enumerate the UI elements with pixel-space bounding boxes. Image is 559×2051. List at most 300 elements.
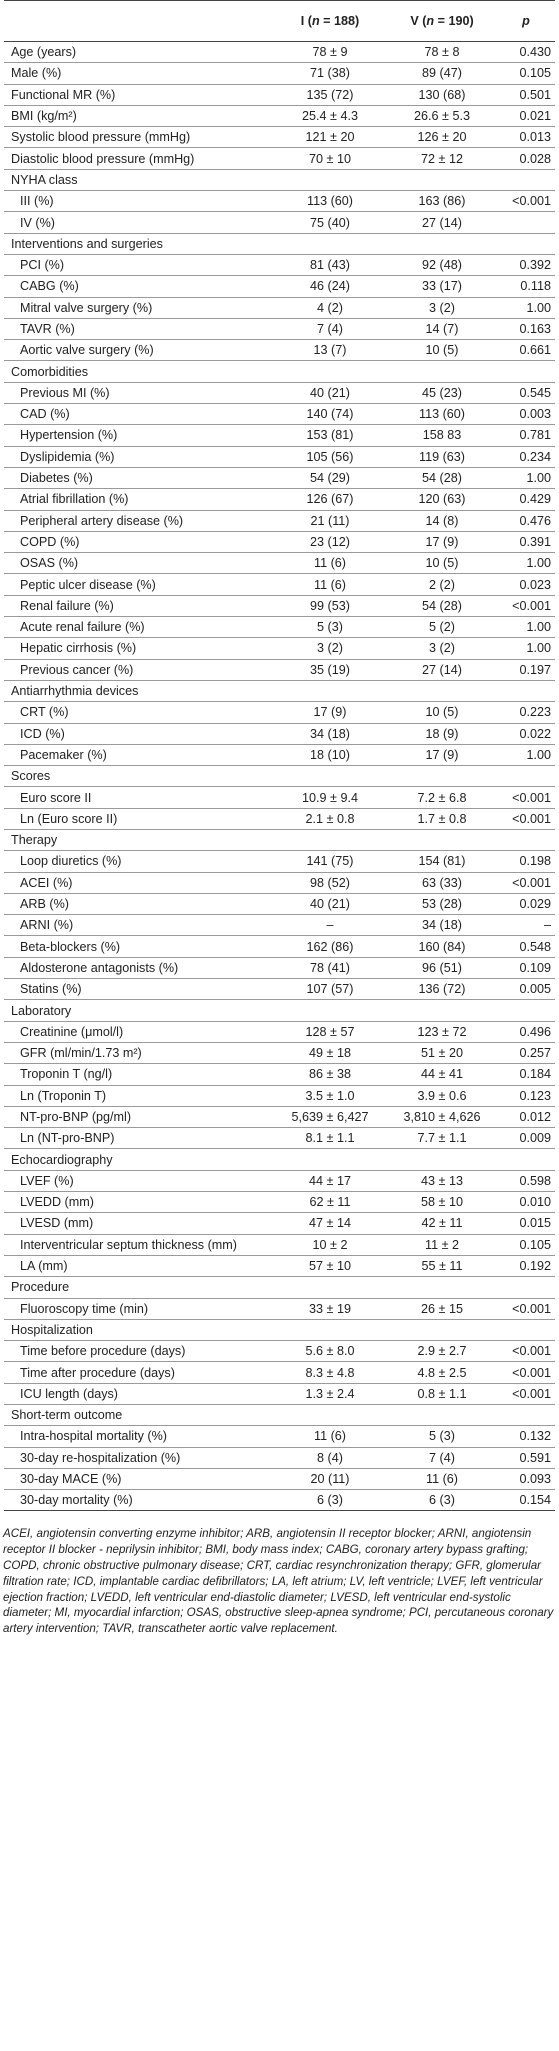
row-label: 30-day mortality (%) <box>4 1490 273 1511</box>
row-label: Acute renal failure (%) <box>4 617 273 638</box>
p-value <box>497 1405 555 1426</box>
group-1-value: 162 (86) <box>273 936 387 957</box>
group-2-value: 6 (3) <box>387 1490 497 1511</box>
group-1-value: 128 ± 57 <box>273 1021 387 1042</box>
row-label: Age (years) <box>4 42 273 63</box>
table-row <box>4 659 555 680</box>
group-1-value: 8 (4) <box>273 1447 387 1468</box>
group-2-value <box>387 1405 497 1426</box>
group-2-value <box>387 1277 497 1298</box>
group-2-value: 58 ± 10 <box>387 1192 497 1213</box>
group-1-value: 107 (57) <box>273 979 387 1000</box>
p-value: 0.093 <box>497 1468 555 1489</box>
table-row <box>4 489 555 510</box>
row-label: Short-term outcome <box>4 1405 273 1426</box>
group-1-value <box>273 1405 387 1426</box>
group-1-value: 98 (52) <box>273 872 387 893</box>
p-value: 0.105 <box>497 1234 555 1255</box>
p-value: 0.234 <box>497 446 555 467</box>
row-label: Systolic blood pressure (mmHg) <box>4 127 273 148</box>
group-1-value: 62 ± 11 <box>273 1192 387 1213</box>
p-value: 0.501 <box>497 84 555 105</box>
group-1-value: 11 (6) <box>273 553 387 574</box>
group-2-value: 10 (5) <box>387 340 497 361</box>
row-label: BMI (kg/m²) <box>4 105 273 126</box>
p-value: 0.154 <box>497 1490 555 1511</box>
group-2-value: 10 (5) <box>387 702 497 723</box>
group-1-value: 105 (56) <box>273 446 387 467</box>
table-row <box>4 297 555 318</box>
table-row <box>4 425 555 446</box>
table-row <box>4 1362 555 1383</box>
group-2-value <box>387 829 497 850</box>
row-label: Creatinine (μmol/l) <box>4 1021 273 1042</box>
table-row <box>4 723 555 744</box>
table-row <box>4 1383 555 1404</box>
group-2-value: 92 (48) <box>387 254 497 275</box>
group-1-value: 7 (4) <box>273 318 387 339</box>
row-label: Peptic ulcer disease (%) <box>4 574 273 595</box>
group-2-value: 2 (2) <box>387 574 497 595</box>
row-label: LVEDD (mm) <box>4 1192 273 1213</box>
table-row <box>4 553 555 574</box>
table-row <box>4 42 555 63</box>
row-label: Functional MR (%) <box>4 84 273 105</box>
group-2-value <box>387 361 497 382</box>
p-value: 0.223 <box>497 702 555 723</box>
group-2-value <box>387 169 497 190</box>
group-1-value <box>273 169 387 190</box>
group-1-value: 71 (38) <box>273 63 387 84</box>
row-label: Euro score II <box>4 787 273 808</box>
row-label: Therapy <box>4 829 273 850</box>
group-2-value: 130 (68) <box>387 84 497 105</box>
group-1-value: 5 (3) <box>273 617 387 638</box>
row-label: Fluoroscopy time (min) <box>4 1298 273 1319</box>
row-label: ARB (%) <box>4 893 273 914</box>
group-1-value: 2.1 ± 0.8 <box>273 808 387 829</box>
p-value: <0.001 <box>497 1383 555 1404</box>
group-1-value: 11 (6) <box>273 574 387 595</box>
group-2-value: 14 (7) <box>387 318 497 339</box>
group-1-value: 18 (10) <box>273 744 387 765</box>
group-1-value: 33 ± 19 <box>273 1298 387 1319</box>
group-1-value: 13 (7) <box>273 340 387 361</box>
row-label: Ln (Euro score II) <box>4 808 273 829</box>
group-2-value: 3.9 ± 0.6 <box>387 1085 497 1106</box>
row-label: Peripheral artery disease (%) <box>4 510 273 531</box>
table-row <box>4 1213 555 1234</box>
group-1-value <box>273 1319 387 1340</box>
group-2-value: 11 ± 2 <box>387 1234 497 1255</box>
table-body <box>4 42 555 1511</box>
row-label: Time before procedure (days) <box>4 1341 273 1362</box>
group-2-value: 1.7 ± 0.8 <box>387 808 497 829</box>
group-2-value: 7.2 ± 6.8 <box>387 787 497 808</box>
row-label: Dyslipidemia (%) <box>4 446 273 467</box>
p-value: <0.001 <box>497 595 555 616</box>
p-value: 0.548 <box>497 936 555 957</box>
row-label: Previous MI (%) <box>4 382 273 403</box>
group-1-value: 4 (2) <box>273 297 387 318</box>
row-label: LA (mm) <box>4 1255 273 1276</box>
row-label: Beta-blockers (%) <box>4 936 273 957</box>
table-row <box>4 446 555 467</box>
row-label: III (%) <box>4 191 273 212</box>
p-value: <0.001 <box>497 1298 555 1319</box>
row-label: LVESD (mm) <box>4 1213 273 1234</box>
group-2-value: 17 (9) <box>387 744 497 765</box>
p-value: 0.013 <box>497 127 555 148</box>
row-label: Aortic valve surgery (%) <box>4 340 273 361</box>
table-row <box>4 361 555 382</box>
p-value: 0.105 <box>497 63 555 84</box>
row-label: ICU length (days) <box>4 1383 273 1404</box>
table-row <box>4 404 555 425</box>
group-2-value <box>387 233 497 254</box>
table-row <box>4 63 555 84</box>
group-2-value: 27 (14) <box>387 659 497 680</box>
p-value: <0.001 <box>497 872 555 893</box>
p-value: 0.118 <box>497 276 555 297</box>
p-value <box>497 1149 555 1170</box>
group-2-value: 2.9 ± 2.7 <box>387 1341 497 1362</box>
group-1-value: 10 ± 2 <box>273 1234 387 1255</box>
p-value: 0.591 <box>497 1447 555 1468</box>
row-label: 30-day MACE (%) <box>4 1468 273 1489</box>
table-row <box>4 1405 555 1426</box>
row-label: NYHA class <box>4 169 273 190</box>
header-p-value: p <box>497 1 555 42</box>
row-label: Statins (%) <box>4 979 273 1000</box>
table-row <box>4 766 555 787</box>
group-2-value: 0.8 ± 1.1 <box>387 1383 497 1404</box>
group-1-value <box>273 361 387 382</box>
group-2-value: 4.8 ± 2.5 <box>387 1362 497 1383</box>
row-label: Ln (Troponin T) <box>4 1085 273 1106</box>
group-1-value: 78 ± 9 <box>273 42 387 63</box>
p-value: 0.598 <box>497 1170 555 1191</box>
group-2-value: 44 ± 41 <box>387 1064 497 1085</box>
group-1-value: 5.6 ± 8.0 <box>273 1341 387 1362</box>
p-value <box>497 212 555 233</box>
p-value: 0.476 <box>497 510 555 531</box>
group-2-value: 14 (8) <box>387 510 497 531</box>
table-row <box>4 1170 555 1191</box>
row-label: ICD (%) <box>4 723 273 744</box>
table-row <box>4 957 555 978</box>
row-label: Laboratory <box>4 1000 273 1021</box>
row-label: LVEF (%) <box>4 1170 273 1191</box>
group-2-value: 7 (4) <box>387 1447 497 1468</box>
row-label: Scores <box>4 766 273 787</box>
p-value: 1.00 <box>497 467 555 488</box>
group-2-value: 89 (47) <box>387 63 497 84</box>
table-row <box>4 1021 555 1042</box>
row-label: Echocardiography <box>4 1149 273 1170</box>
row-label: GFR (ml/min/1.73 m²) <box>4 1042 273 1063</box>
row-label: Hypertension (%) <box>4 425 273 446</box>
table-row <box>4 191 555 212</box>
header-group-2: V (n = 190) <box>387 1 497 42</box>
group-2-value: 33 (17) <box>387 276 497 297</box>
row-label: OSAS (%) <box>4 553 273 574</box>
group-1-value: 47 ± 14 <box>273 1213 387 1234</box>
table-row <box>4 680 555 701</box>
group-2-value: 160 (84) <box>387 936 497 957</box>
p-value: 0.009 <box>497 1128 555 1149</box>
table-row <box>4 787 555 808</box>
group-2-value: 53 (28) <box>387 893 497 914</box>
p-value <box>497 766 555 787</box>
group-1-value: 5,639 ± 6,427 <box>273 1106 387 1127</box>
p-value: 1.00 <box>497 617 555 638</box>
group-2-value: 158 83 <box>387 425 497 446</box>
row-label: Procedure <box>4 1277 273 1298</box>
table-row <box>4 1426 555 1447</box>
p-value: 0.023 <box>497 574 555 595</box>
table-row <box>4 382 555 403</box>
p-value: 0.781 <box>497 425 555 446</box>
table-row <box>4 1447 555 1468</box>
row-label: Intra-hospital mortality (%) <box>4 1426 273 1447</box>
group-1-value: 6 (3) <box>273 1490 387 1511</box>
group-1-value: 3.5 ± 1.0 <box>273 1085 387 1106</box>
table-row <box>4 105 555 126</box>
group-2-value <box>387 1149 497 1170</box>
row-label: IV (%) <box>4 212 273 233</box>
p-value: 0.012 <box>497 1106 555 1127</box>
table-row <box>4 1042 555 1063</box>
table-row <box>4 254 555 275</box>
row-label: CRT (%) <box>4 702 273 723</box>
group-1-value: 113 (60) <box>273 191 387 212</box>
p-value: 0.021 <box>497 105 555 126</box>
group-2-value: 55 ± 11 <box>387 1255 497 1276</box>
table-row <box>4 531 555 552</box>
group-2-value: 5 (2) <box>387 617 497 638</box>
table-row <box>4 510 555 531</box>
row-label: Loop diuretics (%) <box>4 851 273 872</box>
row-label: ACEI (%) <box>4 872 273 893</box>
group-2-value: 10 (5) <box>387 553 497 574</box>
p-value: 0.429 <box>497 489 555 510</box>
group-1-value <box>273 1000 387 1021</box>
row-label: TAVR (%) <box>4 318 273 339</box>
group-2-value: 54 (28) <box>387 467 497 488</box>
p-value: 0.005 <box>497 979 555 1000</box>
group-1-value: 44 ± 17 <box>273 1170 387 1191</box>
group-1-value: 10.9 ± 9.4 <box>273 787 387 808</box>
table-row <box>4 638 555 659</box>
table-row <box>4 595 555 616</box>
table-row <box>4 1298 555 1319</box>
group-1-value: 153 (81) <box>273 425 387 446</box>
table-row <box>4 808 555 829</box>
group-1-value: 20 (11) <box>273 1468 387 1489</box>
table-row <box>4 915 555 936</box>
row-label: NT-pro-BNP (pg/ml) <box>4 1106 273 1127</box>
p-value: 0.109 <box>497 957 555 978</box>
p-value: 0.003 <box>497 404 555 425</box>
group-1-value: – <box>273 915 387 936</box>
group-2-value: 51 ± 20 <box>387 1042 497 1063</box>
row-label: Pacemaker (%) <box>4 744 273 765</box>
table-row <box>4 574 555 595</box>
p-value: 1.00 <box>497 638 555 659</box>
group-1-value: 23 (12) <box>273 531 387 552</box>
group-1-value: 141 (75) <box>273 851 387 872</box>
p-value: 0.198 <box>497 851 555 872</box>
group-1-value: 70 ± 10 <box>273 148 387 169</box>
table-row <box>4 1149 555 1170</box>
group-2-value: 42 ± 11 <box>387 1213 497 1234</box>
header-variable <box>4 1 273 42</box>
group-1-value <box>273 233 387 254</box>
row-label: Diastolic blood pressure (mmHg) <box>4 148 273 169</box>
p-value: 0.391 <box>497 531 555 552</box>
group-2-value: 63 (33) <box>387 872 497 893</box>
row-label: CABG (%) <box>4 276 273 297</box>
row-label: Comorbidities <box>4 361 273 382</box>
group-1-value: 25.4 ± 4.3 <box>273 105 387 126</box>
group-1-value: 8.1 ± 1.1 <box>273 1128 387 1149</box>
group-1-value: 11 (6) <box>273 1426 387 1447</box>
p-value: 0.496 <box>497 1021 555 1042</box>
row-label: CAD (%) <box>4 404 273 425</box>
row-label: Atrial fibrillation (%) <box>4 489 273 510</box>
table-row <box>4 1064 555 1085</box>
p-value: <0.001 <box>497 808 555 829</box>
table-row <box>4 127 555 148</box>
group-1-value: 17 (9) <box>273 702 387 723</box>
group-1-value: 121 ± 20 <box>273 127 387 148</box>
group-2-value: 96 (51) <box>387 957 497 978</box>
group-1-value: 54 (29) <box>273 467 387 488</box>
p-value <box>497 680 555 701</box>
group-1-value: 8.3 ± 4.8 <box>273 1362 387 1383</box>
group-1-value <box>273 1277 387 1298</box>
group-1-value: 140 (74) <box>273 404 387 425</box>
table-row <box>4 84 555 105</box>
group-1-value: 34 (18) <box>273 723 387 744</box>
group-2-value: 7.7 ± 1.1 <box>387 1128 497 1149</box>
group-2-value: 11 (6) <box>387 1468 497 1489</box>
group-2-value: 26.6 ± 5.3 <box>387 105 497 126</box>
table-footnote: ACEI, angiotensin converting enzyme inhibitor; ARB, angiotensin II receptor blocker; ARNI, angiotensin receptor II blocker - neprilysin inhibitor; BMI, body mass index; CABG, coronary artery bypass grafting; COPD, chronic obstructive pulmonary disease; CRT, cardiac resynchronization therapy; GFR, glomerular filtration rate; ICD, implantable cardiac defibrillators; LA, left atrium; LV, left ventricle; LVEF, left ventricular ejection fraction; LVEDD, left ventricular end-diastolic diameter; LVESD, left ventricular end-systolic diameter; MI, myocardial infarction; OSAS, obstructive sleep-apnea syndrome; PCI, percutaneous coronary artery intervention; TAVR, transcatheter aortic valve replacement. <box>3 1527 554 1636</box>
row-label: Previous cancer (%) <box>4 659 273 680</box>
table-row <box>4 1255 555 1276</box>
table-row <box>4 829 555 850</box>
p-value: 0.010 <box>497 1192 555 1213</box>
p-value: 0.028 <box>497 148 555 169</box>
p-value: 0.184 <box>497 1064 555 1085</box>
table-row <box>4 744 555 765</box>
table-row <box>4 467 555 488</box>
table-row <box>4 1192 555 1213</box>
p-value: <0.001 <box>497 1362 555 1383</box>
group-2-value: 113 (60) <box>387 404 497 425</box>
group-2-value: 119 (63) <box>387 446 497 467</box>
group-1-value: 75 (40) <box>273 212 387 233</box>
group-2-value: 34 (18) <box>387 915 497 936</box>
group-2-value: 126 ± 20 <box>387 127 497 148</box>
p-value: 0.257 <box>497 1042 555 1063</box>
row-label: COPD (%) <box>4 531 273 552</box>
group-2-value: 3 (2) <box>387 297 497 318</box>
group-2-value: 45 (23) <box>387 382 497 403</box>
table-row <box>4 1341 555 1362</box>
group-1-value: 126 (67) <box>273 489 387 510</box>
group-2-value <box>387 766 497 787</box>
group-2-value: 26 ± 15 <box>387 1298 497 1319</box>
table-row <box>4 212 555 233</box>
p-value: 1.00 <box>497 553 555 574</box>
row-label: 30-day re-hospitalization (%) <box>4 1447 273 1468</box>
row-label: Renal failure (%) <box>4 595 273 616</box>
p-value: 1.00 <box>497 744 555 765</box>
table-row <box>4 169 555 190</box>
table-row <box>4 1319 555 1340</box>
p-value: 0.192 <box>497 1255 555 1276</box>
table-row <box>4 893 555 914</box>
row-label: Diabetes (%) <box>4 467 273 488</box>
group-1-value: 57 ± 10 <box>273 1255 387 1276</box>
row-label: Time after procedure (days) <box>4 1362 273 1383</box>
group-1-value: 21 (11) <box>273 510 387 531</box>
p-value: 0.661 <box>497 340 555 361</box>
group-2-value <box>387 1319 497 1340</box>
table-row <box>4 702 555 723</box>
group-1-value: 40 (21) <box>273 893 387 914</box>
table-row <box>4 1277 555 1298</box>
group-2-value: 27 (14) <box>387 212 497 233</box>
baseline-characteristics-table <box>4 0 555 1511</box>
p-value: <0.001 <box>497 787 555 808</box>
row-label: Male (%) <box>4 63 273 84</box>
p-value: 0.015 <box>497 1213 555 1234</box>
p-value: 0.029 <box>497 893 555 914</box>
group-1-value: 86 ± 38 <box>273 1064 387 1085</box>
table-row <box>4 233 555 254</box>
group-2-value: 120 (63) <box>387 489 497 510</box>
row-label: Antiarrhythmia devices <box>4 680 273 701</box>
table-row <box>4 1128 555 1149</box>
p-value <box>497 1319 555 1340</box>
group-2-value: 3 (2) <box>387 638 497 659</box>
p-value: 0.392 <box>497 254 555 275</box>
group-1-value: 49 ± 18 <box>273 1042 387 1063</box>
group-2-value: 123 ± 72 <box>387 1021 497 1042</box>
p-value: 0.163 <box>497 318 555 339</box>
p-value: 0.545 <box>497 382 555 403</box>
p-value <box>497 1277 555 1298</box>
row-label: PCI (%) <box>4 254 273 275</box>
row-label: Hepatic cirrhosis (%) <box>4 638 273 659</box>
table-header <box>4 1 555 42</box>
table-row <box>4 1234 555 1255</box>
group-1-value <box>273 1149 387 1170</box>
group-1-value <box>273 766 387 787</box>
group-1-value: 135 (72) <box>273 84 387 105</box>
row-label: Ln (NT-pro-BNP) <box>4 1128 273 1149</box>
table-row <box>4 1000 555 1021</box>
row-label: Interventricular septum thickness (mm) <box>4 1234 273 1255</box>
table-row <box>4 148 555 169</box>
table-row <box>4 851 555 872</box>
row-label: Hospitalization <box>4 1319 273 1340</box>
table-row <box>4 318 555 339</box>
